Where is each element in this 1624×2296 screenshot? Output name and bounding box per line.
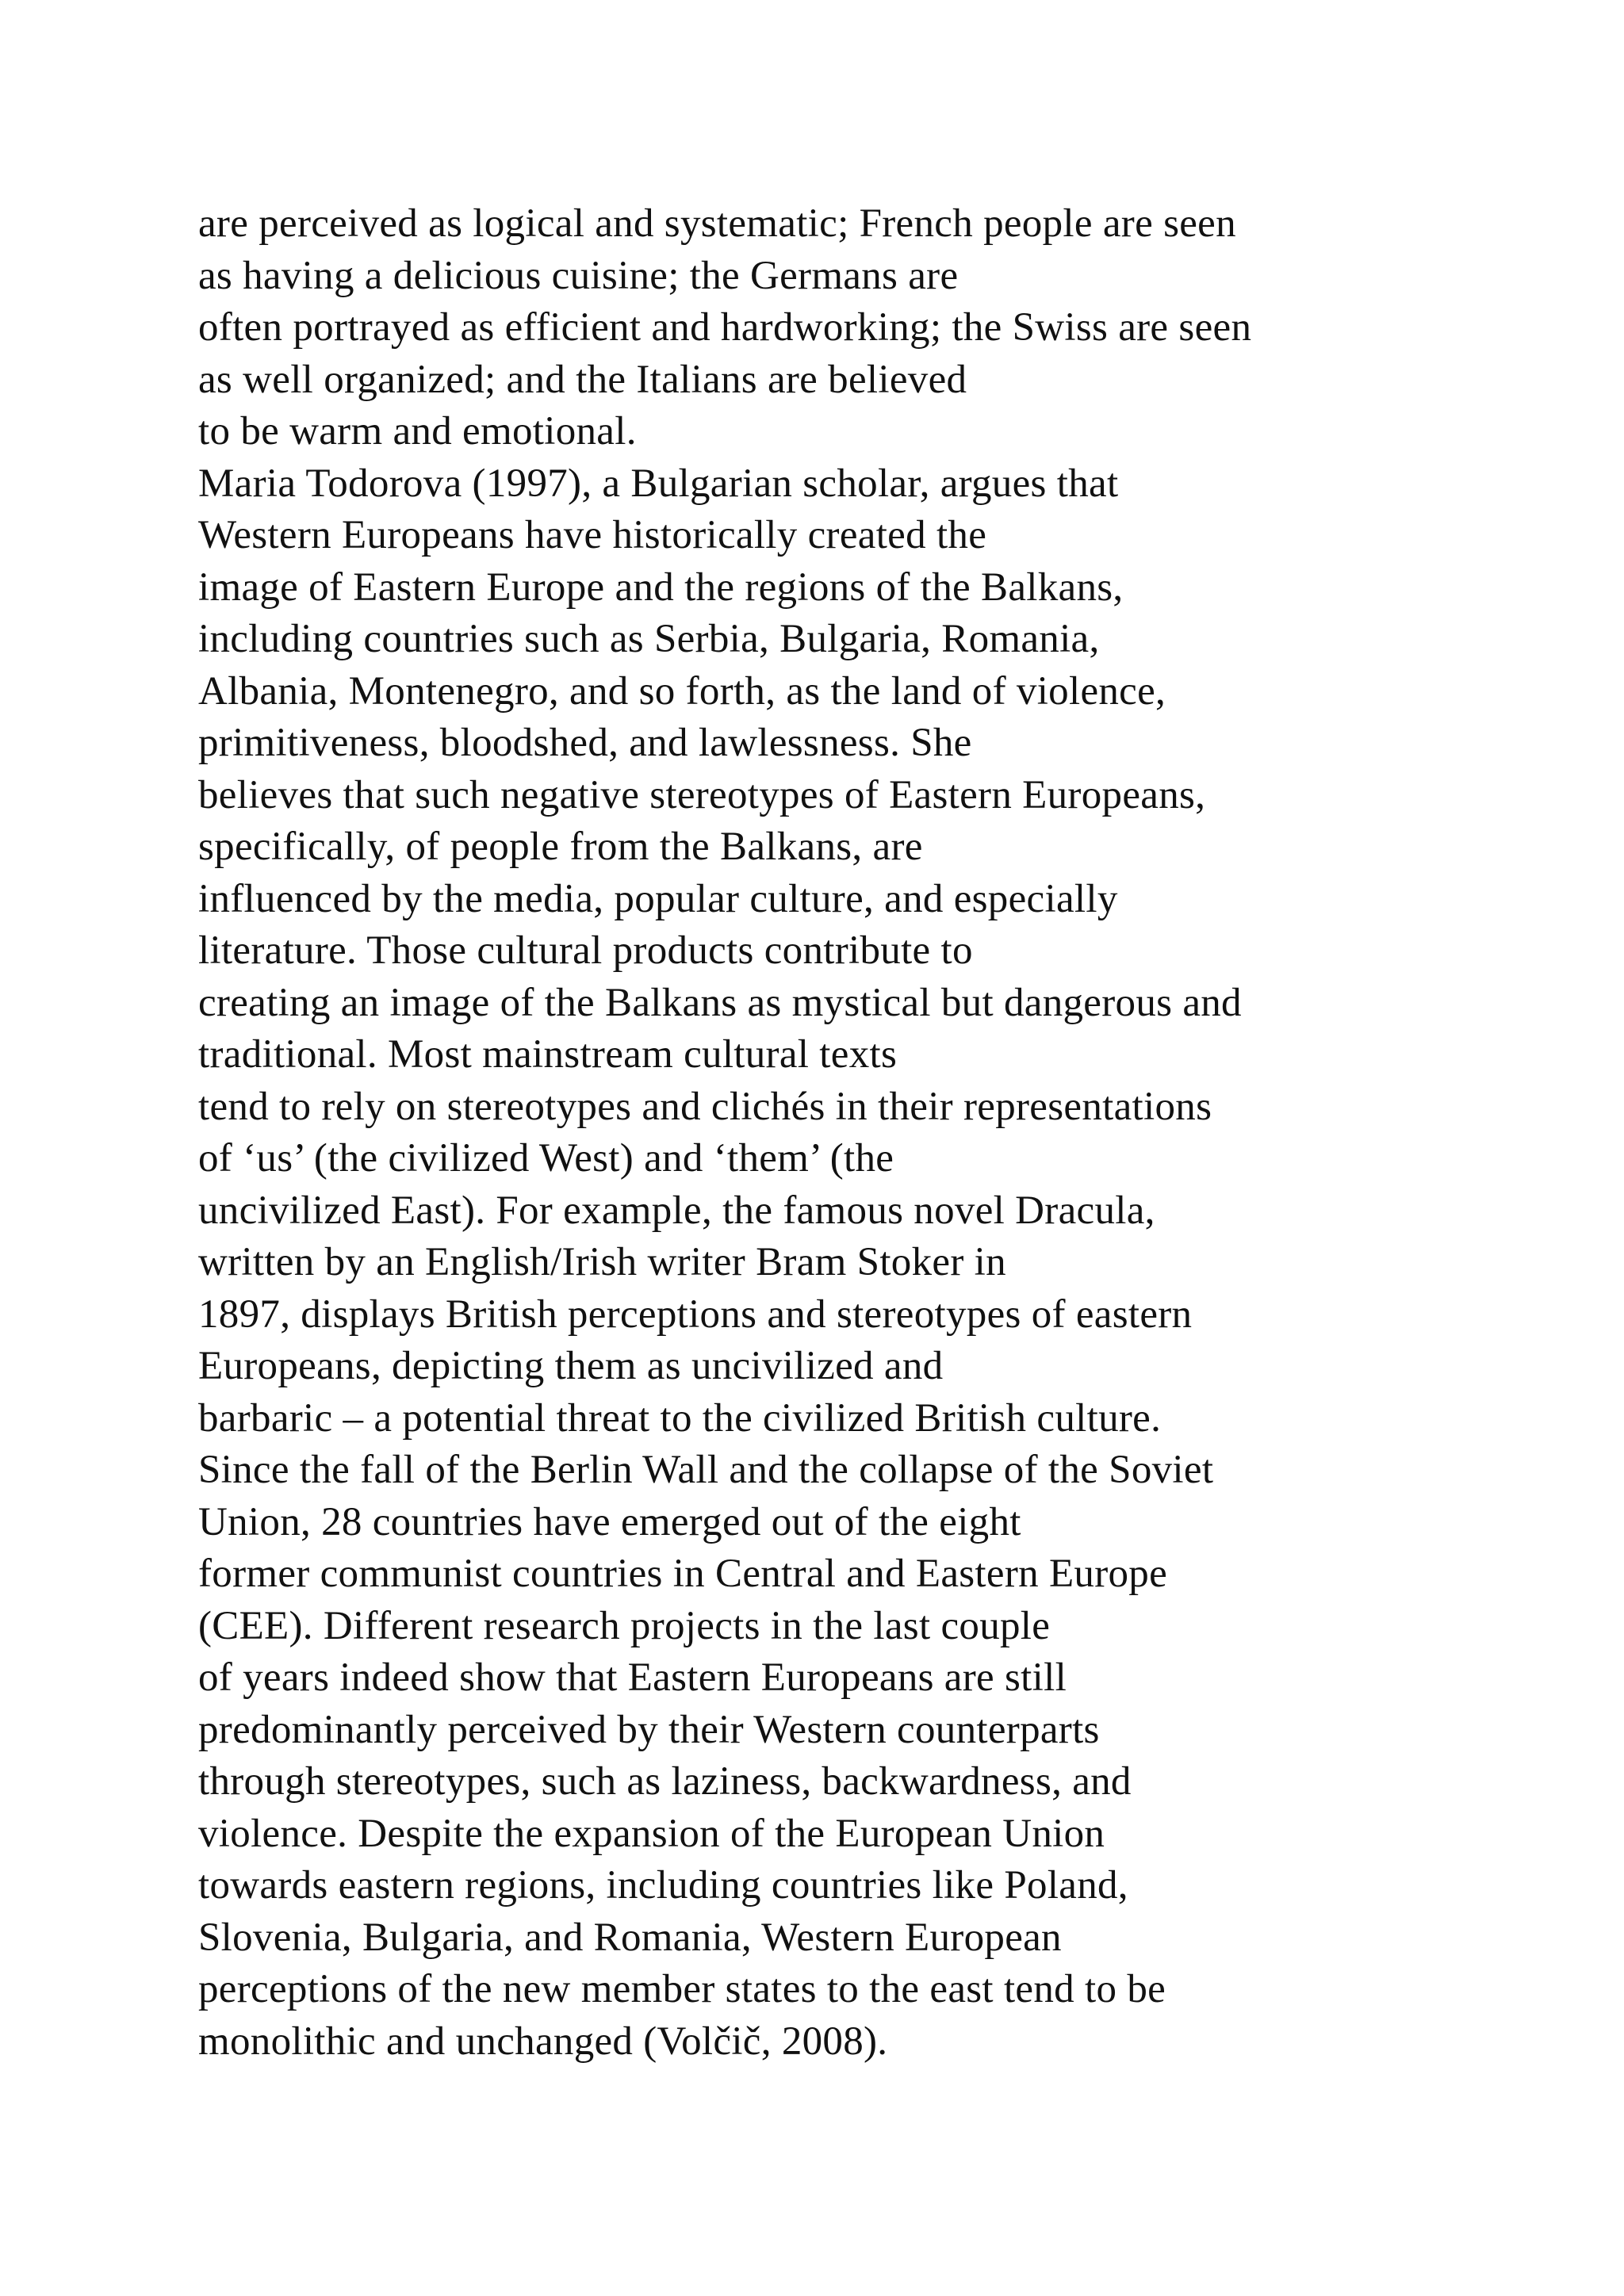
body-text: [198, 198, 1546, 2068]
text-line: 1897, displays British perceptions and stereotypes of eastern: [198, 1292, 1193, 1337]
text-line: Europeans, depicting them as uncivilized and: [198, 1344, 944, 1388]
text-line: to be warm and emotional.: [198, 409, 637, 453]
text-line: Western Europeans have historically created the: [198, 513, 987, 557]
text-line: Maria Todorova (1997), a Bulgarian scholar, argues that: [198, 461, 1119, 506]
text-line: of years indeed show that Eastern Europeans are still: [198, 1655, 1067, 1700]
text-line: written by an English/Irish writer Bram Stoker in: [198, 1240, 1006, 1284]
text-line: specifically, of people from the Balkans, are: [198, 825, 923, 869]
text-line: uncivilized East). For example, the famous novel Dracula,: [198, 1188, 1155, 1233]
text-line: believes that such negative stereotypes of Eastern Europeans,: [198, 772, 1206, 817]
text-line: image of Eastern Europe and the regions of the Balkans,: [198, 564, 1124, 610]
text-line: Slovenia, Bulgaria, and Romania, Western European: [198, 1915, 1062, 1960]
text-line: are perceived as logical and systematic; French people are seen: [198, 201, 1236, 246]
text-line: including countries such as Serbia, Bulgaria, Romania,: [198, 617, 1100, 661]
text-line: literature. Those cultural products contribute to: [198, 928, 973, 973]
text-line: as well organized; and the Italians are believed: [198, 357, 967, 402]
text-line: predominantly perceived by their Western counterparts: [198, 1707, 1100, 1752]
text-line: traditional. Most mainstream cultural texts: [198, 1032, 898, 1077]
text-line: creating an image of the Balkans as mystical but dangerous and: [198, 980, 1242, 1025]
text-line: Albania, Montenegro, and so forth, as the land of violence,: [198, 668, 1166, 714]
text-line: of ‘us’ (the civilized West) and ‘them’ (the: [198, 1136, 894, 1181]
text-line: as having a delicious cuisine; the Germans are: [198, 253, 959, 298]
text-line: perceptions of the new member states to the east tend to be: [198, 1967, 1166, 2011]
text-line: often portrayed as efficient and hardworking; the Swiss are seen: [198, 305, 1252, 350]
text-line: violence. Despite the expansion of the European Union: [198, 1811, 1105, 1856]
text-line: Union, 28 countries have emerged out of the eight: [198, 1499, 1021, 1544]
text-line: primitiveness, bloodshed, and lawlessness. She: [198, 721, 972, 765]
text-line: Since the fall of the Berlin Wall and the collapse of the Soviet: [198, 1448, 1214, 1492]
text-line: tend to rely on stereotypes and clichés in their representations: [198, 1084, 1212, 1129]
text-line: influenced by the media, popular culture, and especially: [198, 876, 1118, 921]
text-line: (CEE). Different research projects in the last couple: [198, 1603, 1051, 1648]
text-line: barbaric – a potential threat to the civilized British culture.: [198, 1395, 1162, 1441]
text-line: former communist countries in Central and Eastern Europe: [198, 1552, 1168, 1596]
text-line: towards eastern regions, including countries like Poland,: [198, 1863, 1128, 1908]
text-line: monolithic and unchanged (Volčič, 2008).: [198, 2019, 888, 2064]
text-line: through stereotypes, such as laziness, backwardness, and: [198, 1759, 1132, 1804]
